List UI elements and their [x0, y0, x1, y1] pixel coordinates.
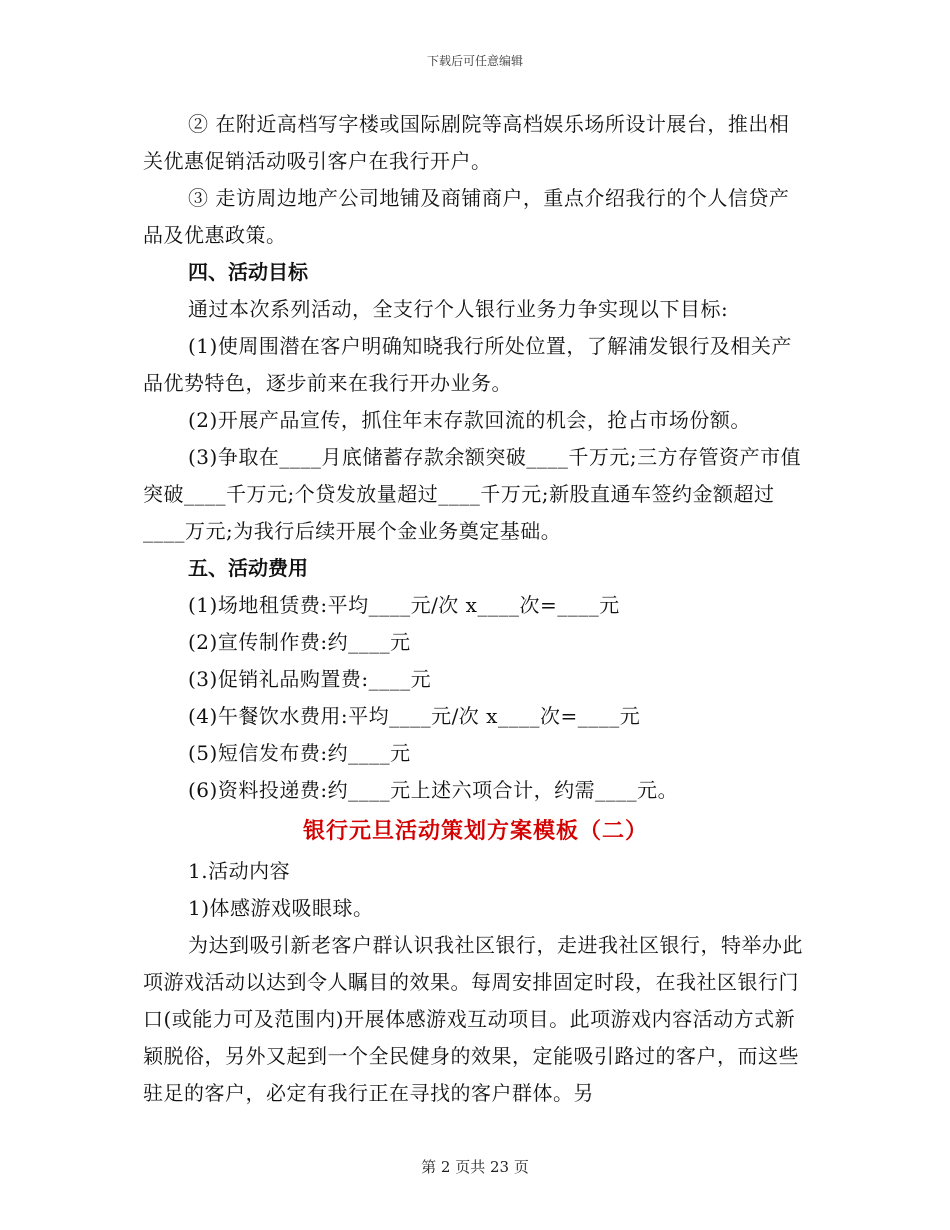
page-footer: 第 2 页共 23 页 [421, 1158, 529, 1176]
paragraph: 1.活动内容 [188, 859, 291, 883]
paragraph: ③ 走访周边地产公司地铺及商铺商户，重点介绍我行的个人信贷产品及优惠政策。 [143, 186, 790, 247]
paragraph: (3)争取在____月底储蓄存款余额突破____千万元;三方存管资产市值突破____千万元;个贷发放量超过____千万元;新股直通车签约金额超过____万元;为我行后续开展个金业务奠定基础。 [143, 445, 802, 543]
paragraph: (2)开展产品宣传，抓住年末存款回流的机会，抢占市场份额。 [188, 408, 751, 432]
document-title: 银行元旦活动策划方案模板（二） [302, 818, 648, 844]
document-body [143, 106, 808, 1112]
paragraph: 为达到吸引新老客户群认识我社区银行，走进我社区银行，特举办此项游戏活动以达到令人瞩目的效果。每周安排固定时段，在我社区银行门口(或能力可及范围内)开展体感游戏互动项目。此项游戏内容活动方式新颖脱俗，另外又起到一个全民健身的效果，定能吸引路过的客户，而这些驻足的客户，必定有我行正在寻找的客户群体。另 [143, 933, 803, 1105]
list-item: (1)场地租赁费:平均____元/次 x____次=____元 [188, 593, 620, 617]
list-item: (2)宣传制作费:约____元 [188, 630, 411, 654]
section-heading: 四、活动目标 [188, 260, 308, 284]
paragraph: (1)使周围潜在客户明确知晓我行所处位置，了解浦发银行及相关产品优势特色，逐步前来在我行开办业务。 [143, 334, 792, 395]
list-item: (6)资料投递费:约____元上述六项合计，约需____元。 [188, 778, 679, 802]
list-item: (3)促销礼品购置费:____元 [188, 667, 432, 691]
list-item: (5)短信发布费:约____元 [188, 741, 411, 765]
paragraph: ② 在附近高档写字楼或国际剧院等高档娱乐场所设计展台，推出相关优惠促销活动吸引客户在我行开户。 [143, 112, 790, 173]
page-header: 下载后可任意编辑 [426, 54, 523, 68]
paragraph: 通过本次系列活动，全支行个人银行业务力争实现以下目标: [188, 297, 729, 321]
list-item: (4)午餐饮水费用:平均____元/次 x____次=____元 [188, 704, 641, 728]
paragraph: 1)体感游戏吸眼球。 [188, 896, 374, 920]
section-heading: 五、活动费用 [188, 556, 308, 580]
